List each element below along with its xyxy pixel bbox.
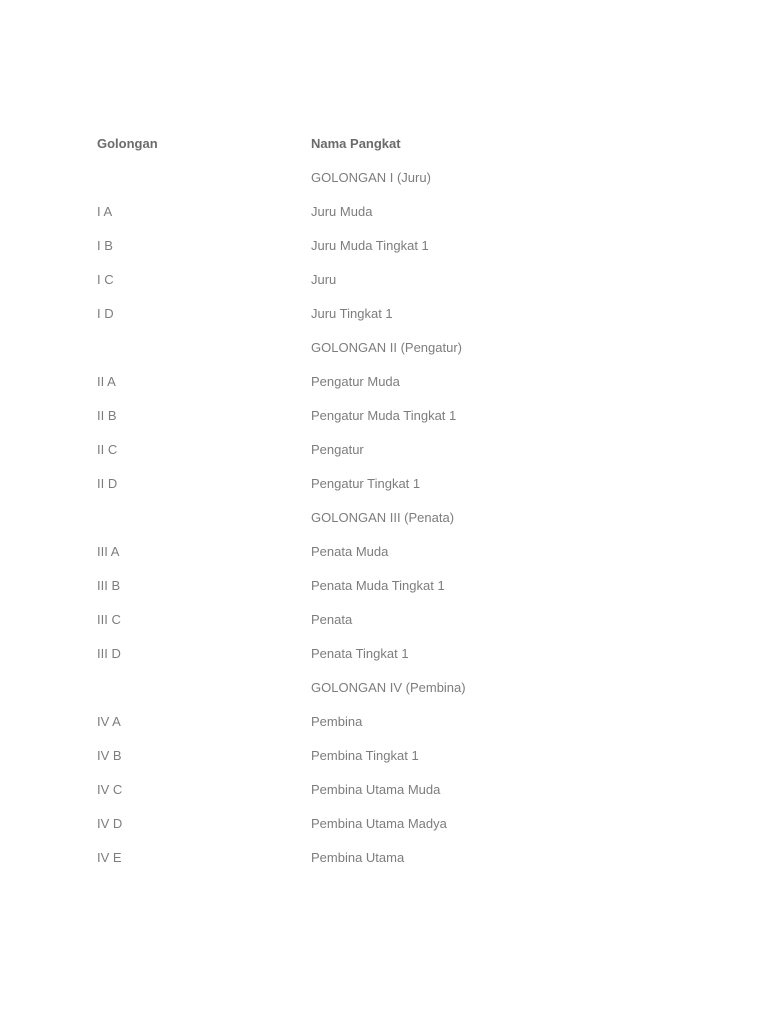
cell-golongan [97, 500, 311, 534]
table-row [97, 432, 611, 466]
cell-section-title: GOLONGAN III (Penata) [311, 509, 455, 525]
cell-golongan: IV E [97, 849, 122, 865]
table-row [97, 806, 611, 840]
section-heading-row [97, 670, 611, 704]
cell-golongan: II C [97, 441, 118, 457]
cell-section-title: GOLONGAN IV (Pembina) [311, 679, 466, 695]
cell-golongan: III C [97, 611, 121, 627]
cell-golongan: IV B [97, 747, 122, 763]
cell-nama-pangkat: Pembina Utama Muda [311, 781, 441, 797]
cell-nama-pangkat: Penata Tingkat 1 [311, 645, 409, 661]
cell-golongan: IV D [97, 815, 123, 831]
table-row [97, 772, 611, 806]
section-heading-row [97, 160, 611, 194]
cell-nama-pangkat: Pembina Tingkat 1 [311, 747, 419, 763]
table-row [97, 602, 611, 636]
cell-nama-pangkat: Pengatur Muda [311, 373, 400, 389]
cell-section-title: GOLONGAN II (Pengatur) [311, 339, 462, 355]
cell-golongan: IV C [97, 781, 123, 797]
cell-nama-pangkat: Pengatur [311, 441, 364, 457]
cell-golongan: I D [97, 305, 114, 321]
table-row [97, 296, 611, 330]
table-row [97, 194, 611, 228]
cell-nama-pangkat: Pembina Utama [311, 849, 405, 865]
table-row [97, 704, 611, 738]
cell-golongan: III B [97, 577, 121, 593]
table-row [97, 262, 611, 296]
cell-nama-pangkat: Pengatur Muda Tingkat 1 [311, 407, 457, 423]
table-row [97, 228, 611, 262]
cell-nama-pangkat: Pengatur Tingkat 1 [311, 475, 421, 491]
table-row [97, 364, 611, 398]
cell-golongan: IV A [97, 713, 121, 729]
cell-nama-pangkat: Juru Tingkat 1 [311, 305, 393, 321]
cell-nama-pangkat: Juru Muda Tingkat 1 [311, 237, 429, 253]
cell-golongan: III A [97, 543, 120, 559]
cell-golongan: II B [97, 407, 117, 423]
header-nama-pangkat: Nama Pangkat [311, 135, 401, 151]
cell-golongan: I B [97, 237, 113, 253]
table-row [97, 840, 611, 874]
cell-golongan [97, 330, 311, 364]
table-row [97, 398, 611, 432]
table-header [97, 126, 611, 160]
cell-golongan [97, 670, 311, 704]
cell-nama-pangkat: Penata Muda [311, 543, 389, 559]
cell-golongan: II D [97, 475, 118, 491]
cell-golongan: I C [97, 271, 114, 287]
table-body [97, 160, 611, 874]
cell-nama-pangkat: Pembina Utama Madya [311, 815, 447, 831]
table-row [97, 738, 611, 772]
rank-table [97, 126, 611, 874]
section-heading-row [97, 500, 611, 534]
table-row [97, 534, 611, 568]
cell-nama-pangkat: Penata Muda Tingkat 1 [311, 577, 445, 593]
table-row [97, 636, 611, 670]
table-row [97, 568, 611, 602]
cell-nama-pangkat: Juru [311, 271, 337, 287]
header-golongan: Golongan [97, 135, 158, 151]
section-heading-row [97, 330, 611, 364]
cell-golongan: III D [97, 645, 121, 661]
cell-golongan [97, 160, 311, 194]
cell-nama-pangkat: Pembina [311, 713, 363, 729]
cell-golongan: I A [97, 203, 113, 219]
cell-golongan: II A [97, 373, 116, 389]
cell-section-title: GOLONGAN I (Juru) [311, 169, 431, 185]
cell-nama-pangkat: Juru Muda [311, 203, 373, 219]
table-header-row [97, 126, 611, 160]
table-row [97, 466, 611, 500]
cell-nama-pangkat: Penata [311, 611, 353, 627]
